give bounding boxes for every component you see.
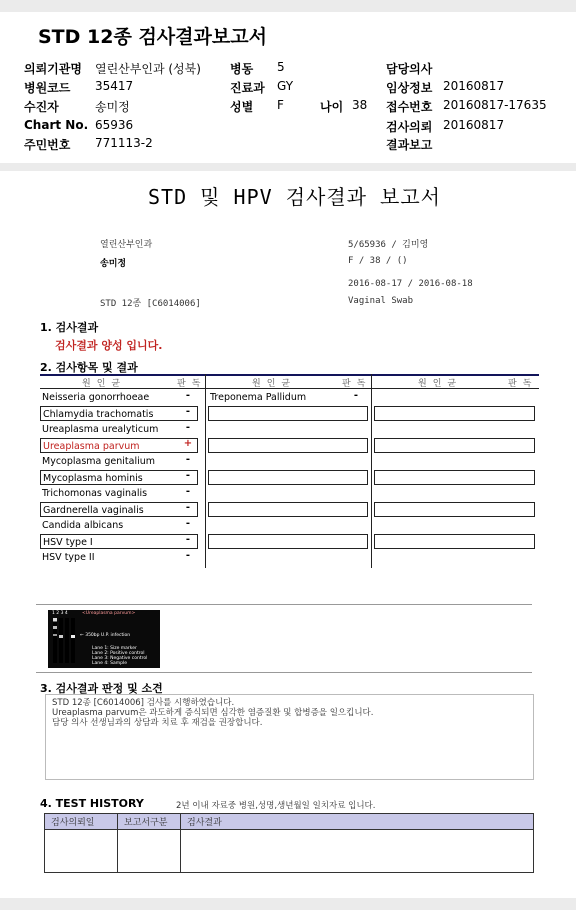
sex-label: 성별 [230, 100, 254, 114]
institution-label: 의뢰기관명 [24, 62, 82, 76]
ward-label: 병동 [230, 62, 254, 76]
sex-age: F / 38 / () [348, 256, 408, 266]
pathogen-result: - [185, 422, 191, 433]
section1-result: 검사결과 양성 입니다. [55, 339, 163, 352]
pathogen-result: - [185, 534, 191, 545]
institution-value: 열린산부인과 (성북) [95, 62, 201, 76]
hospital-code-label: 병원코드 [24, 81, 71, 95]
examinee-value: 송미정 [95, 100, 130, 114]
opinion-box [45, 694, 534, 780]
table-divider-1 [205, 374, 206, 568]
hospital-code-value: 35417 [95, 79, 134, 93]
request-label: 검사의뢰 [386, 120, 433, 134]
bottom-band [0, 898, 576, 910]
gel-band-label: ← 350bp U.P. infection [80, 633, 131, 638]
pathogen-item: HSV type I [40, 534, 198, 549]
pathogen-result: - [185, 486, 191, 497]
pathogen-item-positive: Ureaplasma parvum [40, 438, 198, 453]
gel-lane [71, 618, 75, 663]
empty-slot [374, 406, 535, 421]
gel-electrophoresis-image [48, 610, 160, 668]
pathogen-item: Ureaplasma urealyticum [42, 424, 159, 435]
pathogen-item: HSV type II [42, 552, 95, 563]
pathogen-result: - [185, 454, 191, 465]
empty-slot [208, 502, 368, 517]
report-label: 결과보고 [386, 138, 433, 152]
specimen: Vaginal Swab [348, 296, 414, 306]
col-header-pathogen-3: 원인균 [418, 379, 463, 389]
age-value: 38 [352, 98, 368, 112]
pathogen-item: Trichomonas vaginalis [42, 488, 148, 499]
ward-value: 5 [277, 60, 285, 74]
gel-lane-numbers: 1 2 3 4 [52, 611, 68, 616]
history-note: 2년 이내 자료중 병원,성명,생년월일 일치자료 입니다. [176, 801, 376, 811]
gel-top-border [36, 604, 532, 605]
empty-slot [374, 502, 535, 517]
request-value: 20160817 [443, 118, 505, 132]
rrn-label: 주민번호 [24, 138, 71, 152]
gel-lane [65, 618, 69, 663]
table-divider-2 [371, 374, 372, 568]
dept-value: GY [277, 79, 294, 93]
patient-name: 송미정 [100, 259, 127, 269]
age-label: 나이 [320, 100, 344, 114]
history-header-row [45, 814, 534, 830]
top-band [0, 0, 576, 12]
gel-legend-line: Lane 4: Sample [92, 661, 127, 666]
pathogen-result: - [353, 390, 359, 401]
col-header-result-1: 판독 [177, 379, 207, 389]
empty-slot [208, 534, 368, 549]
chart-doctor: 5/65936 / 김미영 [348, 240, 429, 250]
gel-caption: <Ureaplasma parvum> [82, 611, 136, 616]
empty-slot [374, 470, 535, 485]
history-empty-row [45, 830, 534, 873]
examinee-label: 수진자 [24, 100, 59, 114]
doctor-label: 담당의사 [386, 62, 433, 76]
gel-lane-marker [53, 618, 57, 663]
sex-value: F [277, 98, 284, 112]
col-header-pathogen-2: 원인균 [252, 379, 297, 389]
dates: 2016-08-17 / 2016-08-18 [348, 279, 473, 289]
pathogen-result: - [185, 470, 191, 481]
section2-heading: 2. 검사항목 및 결과 [40, 361, 138, 374]
receipt-value: 20160817-17635 [443, 98, 547, 112]
report-title: STD 12종 검사결과보고서 [38, 26, 267, 48]
opinion-line: Ureaplasma parvum은 과도하게 증식되면 심각한 염증질환 및 합병증을 일으킵니다. [52, 708, 374, 718]
test-code: STD 12종 [C6014006] [100, 299, 201, 309]
pathogen-item: Treponema Pallidum [210, 392, 307, 403]
pathogen-result: - [185, 502, 191, 513]
pathogen-result-positive: + [183, 438, 193, 449]
empty-slot [374, 534, 535, 549]
pathogen-item: Gardnerella vaginalis [40, 502, 198, 517]
pathogen-item: Chlamydia trachomatis [40, 406, 198, 421]
pathogen-result: - [185, 406, 191, 417]
clinic-name: 열린산부인과 [100, 240, 153, 250]
gel-legend-line: Lane 1: Size marker [92, 646, 137, 651]
history-table [44, 813, 534, 873]
table-header-underline [40, 388, 539, 389]
chart-label: Chart No. [24, 118, 89, 132]
clinical-info-value: 20160817 [443, 79, 505, 93]
empty-slot [208, 470, 368, 485]
empty-slot [208, 438, 368, 453]
pathogen-result: - [185, 390, 191, 401]
pathogen-result: - [185, 518, 191, 529]
rrn-value: 771113-2 [95, 136, 153, 150]
pathogen-item: Mycoplasma hominis [40, 470, 198, 485]
gel-lane [59, 618, 63, 663]
pathogen-item: Candida albicans [42, 520, 124, 531]
gel-legend-line: Lane 2: Positive control [92, 651, 145, 656]
pathogen-result: - [185, 550, 191, 561]
empty-slot [374, 438, 535, 453]
dept-label: 진료과 [230, 81, 265, 95]
clinical-info-label: 임상정보 [386, 81, 433, 95]
pathogen-item: Neisseria gonorrhoeae [42, 392, 150, 403]
opinion-line: 담당 의사 선생님과의 상담과 치료 후 재검을 권장합니다. [52, 718, 263, 728]
divider-band [0, 163, 576, 171]
col-header-result-3: 판독 [508, 379, 538, 389]
col-header-result-2: 판독 [342, 379, 372, 389]
section4-heading: 4. TEST HISTORY [40, 797, 144, 810]
history-col-result: 검사결과 [181, 814, 534, 830]
receipt-label: 접수번호 [386, 100, 433, 114]
history-col-request-date: 검사의뢰일 [45, 814, 118, 830]
section3-heading: 3. 검사결과 판정 및 소견 [40, 682, 163, 695]
col-header-pathogen-1: 원인균 [82, 379, 127, 389]
empty-slot [208, 406, 368, 421]
gel-bottom-border [36, 672, 532, 673]
opinion-line: STD 12종 [C6014006] 검사를 시행하였습니다. [52, 698, 235, 708]
history-col-report-type: 보고서구분 [118, 814, 181, 830]
pathogen-item: Mycoplasma genitalium [42, 456, 156, 467]
section1-heading: 1. 검사결과 [40, 321, 99, 334]
document-title: STD 및 HPV 검사결과 보고서 [148, 185, 441, 209]
chart-value: 65936 [95, 118, 134, 132]
gel-legend-line: Lane 3: Negative control [92, 656, 148, 661]
